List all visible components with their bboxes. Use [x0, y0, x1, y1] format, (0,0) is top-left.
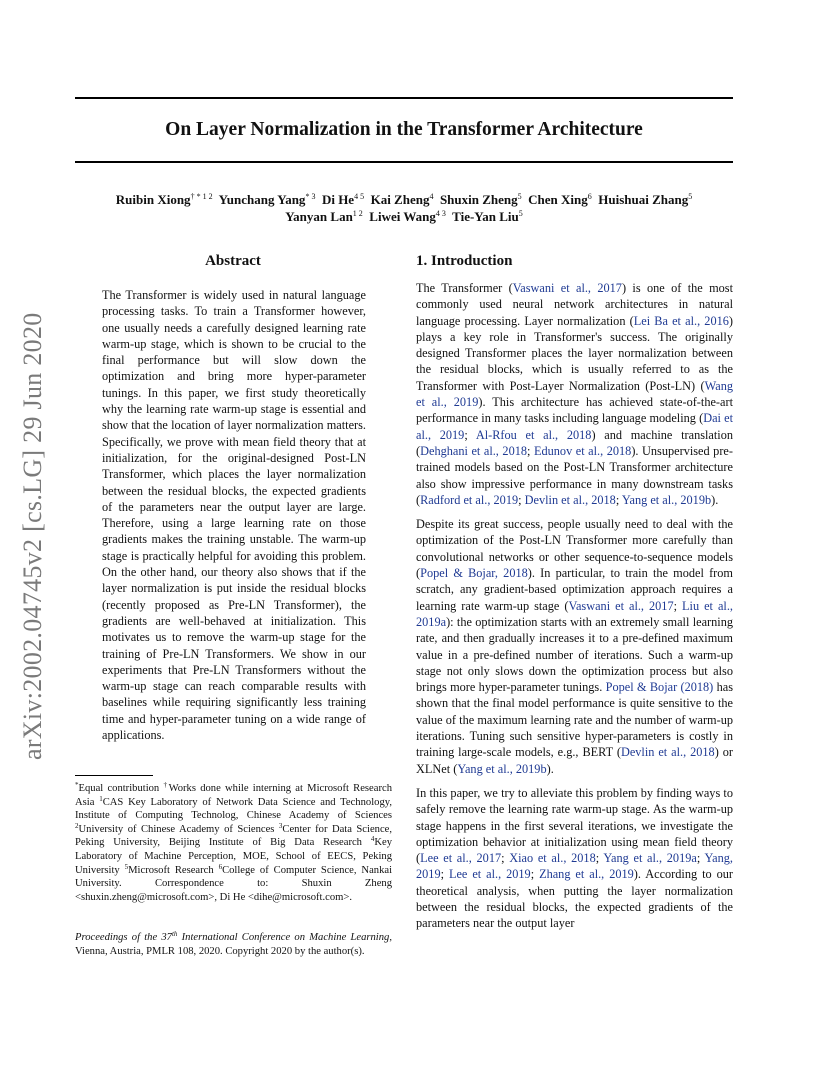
citation-link[interactable]: Xiao et al., 2018 — [509, 851, 596, 866]
citation-link[interactable]: Lei Ba et al., 2016 — [633, 313, 729, 328]
citation-link[interactable]: Vaswani et al., 2017 — [512, 281, 622, 295]
body-text: ) plays a key role in Transformer's success. The originally designed Transformer places the layer normalization between the residual blocks, which is usually referred to as the Transformer with Post-Layer Normalization (Post-LN) ( — [416, 313, 733, 393]
citation-link[interactable]: Al-Rfou et al., 2018 — [475, 427, 592, 442]
proceedings-text: , Vienna, Austria, PMLR 108, 2020. Copyright 2020 by the author(s). — [75, 932, 392, 957]
citation-link[interactable]: Popel & Bojar, 2018 — [420, 566, 528, 581]
citation-link[interactable]: Yang, 2019 — [416, 851, 733, 882]
introduction-column — [416, 280, 733, 940]
author-affiliation: 5 — [517, 192, 522, 201]
citation-link[interactable]: Yang et al., 2019b — [457, 761, 547, 776]
author-name: Yunchang Yang — [218, 192, 306, 207]
author-name: Shuxin Zheng — [439, 192, 518, 207]
author-name: Di He — [321, 192, 355, 207]
citation-link[interactable]: Popel & Bojar (2018) — [605, 680, 714, 695]
citation-link[interactable]: Radford et al., 2019 — [420, 492, 519, 507]
arxiv-stamp: arXiv:2002.04745v2 [cs.LG] 29 Jun 2020 — [18, 312, 47, 760]
body-text: ) and machine translation ( — [416, 427, 734, 458]
body-text: ; — [530, 867, 540, 882]
body-text: ; — [615, 492, 622, 507]
intro-paragraph-1 — [416, 280, 733, 508]
body-text: ). In particular, to train the model from scratch, any gradient-based optimization approach requires a learning rate warm-up stage ( — [416, 566, 733, 613]
citation-link[interactable]: Lee et al., 2019 — [448, 867, 531, 882]
citation-link[interactable]: Wang et al., 2019 — [416, 378, 733, 410]
body-text: ; — [527, 443, 534, 458]
citation-link[interactable]: Dai et al., 2019 — [416, 411, 733, 442]
body-text: ; — [440, 867, 449, 882]
author-name: Kai Zheng — [370, 192, 430, 207]
body-text: ; — [518, 492, 525, 507]
footnote-marker: 3 — [278, 821, 283, 830]
proceedings-text: International Conference on Machine Learning — [177, 932, 390, 943]
footnote — [75, 782, 392, 904]
citation-link[interactable]: Zhang et al., 2019 — [539, 867, 634, 882]
body-text: The Transformer ( — [416, 281, 513, 295]
author-affiliation: 5 — [518, 209, 523, 218]
citation-link[interactable]: Edunov et al., 2018 — [533, 443, 632, 458]
body-text: ). According to our theoretical analysis, when putting the layer normalization between the residual blocks, the expected gradients of the parameters near the output layer — [416, 867, 733, 931]
body-text: ). This architecture has achieved state-of-the-art performance in many tasks including language modeling ( — [416, 395, 733, 426]
body-text: ). Unsupervised pre-trained models based on the Post-LN Transformer architecture also show impressive performance in many downstream tasks ( — [416, 443, 733, 507]
footnote-rule — [75, 775, 153, 776]
author-name: Ruibin Xiong — [115, 192, 191, 207]
author-affiliation: 1 2 — [352, 209, 363, 218]
body-text: ; — [595, 851, 604, 866]
proceedings-note — [75, 931, 392, 958]
author-list — [75, 191, 733, 225]
body-text: ) or XLNet ( — [416, 745, 733, 776]
proceedings-venue — [75, 932, 389, 943]
citation-link[interactable]: Yang et al., 2019a — [603, 851, 697, 866]
footnote-text: Center for Data Science, Peking University, Beijing Institute of Big Data Research — [75, 823, 392, 849]
author-affiliation: 6 — [587, 192, 592, 201]
title-bottom-rule — [75, 161, 733, 163]
introduction-heading: 1. Introduction — [416, 253, 513, 269]
citation-link[interactable]: Liu et al., 2019a — [416, 598, 733, 629]
footnote-text: University of Chinese Academy of Sciences — [78, 823, 279, 835]
paper-title: On Layer Normalization in the Transformer Architecture — [165, 119, 643, 140]
footnote-text: Key Laboratory of Machine Perception, MOE, School of EECS, Peking University — [75, 837, 392, 876]
footnote-marker: 1 — [99, 794, 103, 803]
footnote-marker: 2 — [75, 821, 79, 830]
author-affiliation: † * 1 2 — [190, 192, 213, 201]
footnote-marker: 5 — [124, 862, 129, 871]
body-text: ). — [546, 761, 554, 776]
citation-link[interactable]: Yang et al., 2019b — [621, 492, 712, 507]
author-affiliation: * 3 — [305, 192, 316, 201]
proceedings-superscript: th — [171, 930, 178, 938]
body-text: ; — [501, 851, 510, 866]
intro-paragraph-3 — [416, 785, 733, 932]
intro-paragraph-2 — [416, 516, 733, 777]
body-text: In this paper, we try to alleviate this problem by finding ways to safely remove the learning rate warm-up stage. As the warm-up stage happens in the first several iterations, we investigate the optimization behavior at initialization using mean field theory ( — [416, 785, 733, 866]
footnote-text: College of Computer Science, Nankai University. Correspondence to: Shuxin Zheng <shuxin.zheng@microsoft.com>, Di He <dihe@microsoft.com>. — [75, 864, 393, 903]
footnote-text: Works done while interning at Microsoft Research Asia — [75, 783, 392, 808]
footnote-marker: * — [75, 781, 79, 789]
footnote-text: Microsoft Research — [128, 864, 219, 876]
citation-link[interactable]: Vaswani et al., 2017 — [568, 598, 674, 613]
author-affiliation: 4 5 — [354, 192, 365, 201]
footnote-marker: 6 — [218, 862, 223, 871]
abstract-body: The Transformer is widely used in natural language processing tasks. To train a Transformer however, one usually needs a carefully designed learning rate warm-up stage, which is shown to be crucial to the final performance but will slow down the optimization and bring more hyper-parameter tunings. In this paper, we first study theoretically why the learning rate warm-up stage is essential and show that the location of layer normalization matters. Specifically, we prove with mean field theory that at initialization, for the original-designed Post-LN Transformer, which places the layer normalization between the residual blocks, the expected gradients of the parameters near the output layer are large. Therefore, using a large learning rate on those gradients makes the training unstable. The warm-up stage is practically helpful for avoiding this problem. On the other hand, our theory also shows that if the layer normalization is put inside the residual blocks (recently proposed as Pre-LN Transformer), the gradients are well-behaved at initialization. This motivates us to remove the warm-up stage for the training of Pre-LN Transformers. We show in our experiments that Pre-LN Transformers without the warm-up stage can reach comparable results with baselines while requiring significantly less training time and hyper-parameter tuning on a wide range of applications. — [102, 288, 366, 743]
citation-link[interactable]: Dehghani et al., 2018 — [420, 443, 528, 458]
author-affiliation: 5 — [688, 192, 693, 201]
author-name: Liwei Wang — [369, 209, 436, 224]
title-top-rule — [75, 97, 733, 99]
author-name: Yanyan Lan — [285, 209, 353, 224]
footnote-text: Equal contribution — [78, 783, 164, 794]
body-text: has shown that the final model performance is quite sensitive to the value of the maximum learning rate and the number of warm-up iterations. Tuning such sensitive hyper-parameters is costly in training large-scale models, e.g., BERT ( — [416, 680, 734, 760]
footnote-marker: 4 — [370, 835, 375, 844]
proceedings-text: Proceedings of the 37 — [75, 932, 172, 943]
author-name: Tie-Yan Liu — [452, 209, 519, 224]
body-text: Despite its great success, people usually need to deal with the optimization of the Post-LN Transformer more carefully than convolutional networks or other sequence-to-sequence models ( — [416, 517, 733, 581]
body-text: ; — [673, 598, 683, 613]
body-text: ; — [464, 427, 476, 442]
citation-link[interactable]: Lee et al., 2017 — [420, 851, 502, 866]
author-affiliation: 4 3 — [435, 209, 446, 218]
citation-link[interactable]: Devlin et al., 2018 — [620, 745, 715, 760]
author-name: Huishuai Zhang — [598, 192, 689, 207]
author-line-1 — [75, 191, 733, 208]
author-line-2 — [75, 208, 733, 225]
author-name: Chen Xing — [528, 192, 588, 207]
body-text: ; — [696, 851, 705, 866]
body-text: ): the optimization starts with an extremely small learning rate, and then gradually increases it to a pre-defined maximum value in a pre-defined number of iterations. Such a warm-up stage not only slows down the optimization process but also brings more hyper-parameter tunings. — [416, 614, 733, 695]
body-text: ). — [711, 492, 719, 507]
footnote-text: CAS Key Laboratory of Network Data Science and Technology, Institute of Computing Technolog, Chinese Academy of Sciences — [75, 796, 392, 822]
body-text: ) is one of the most commonly used neural network architectures in natural language processing. Layer normalization ( — [416, 281, 733, 328]
author-affiliation: 4 — [429, 192, 434, 201]
citation-link[interactable]: Devlin et al., 2018 — [524, 492, 616, 507]
abstract-heading: Abstract — [205, 253, 261, 269]
footnote-marker: † — [163, 781, 169, 789]
